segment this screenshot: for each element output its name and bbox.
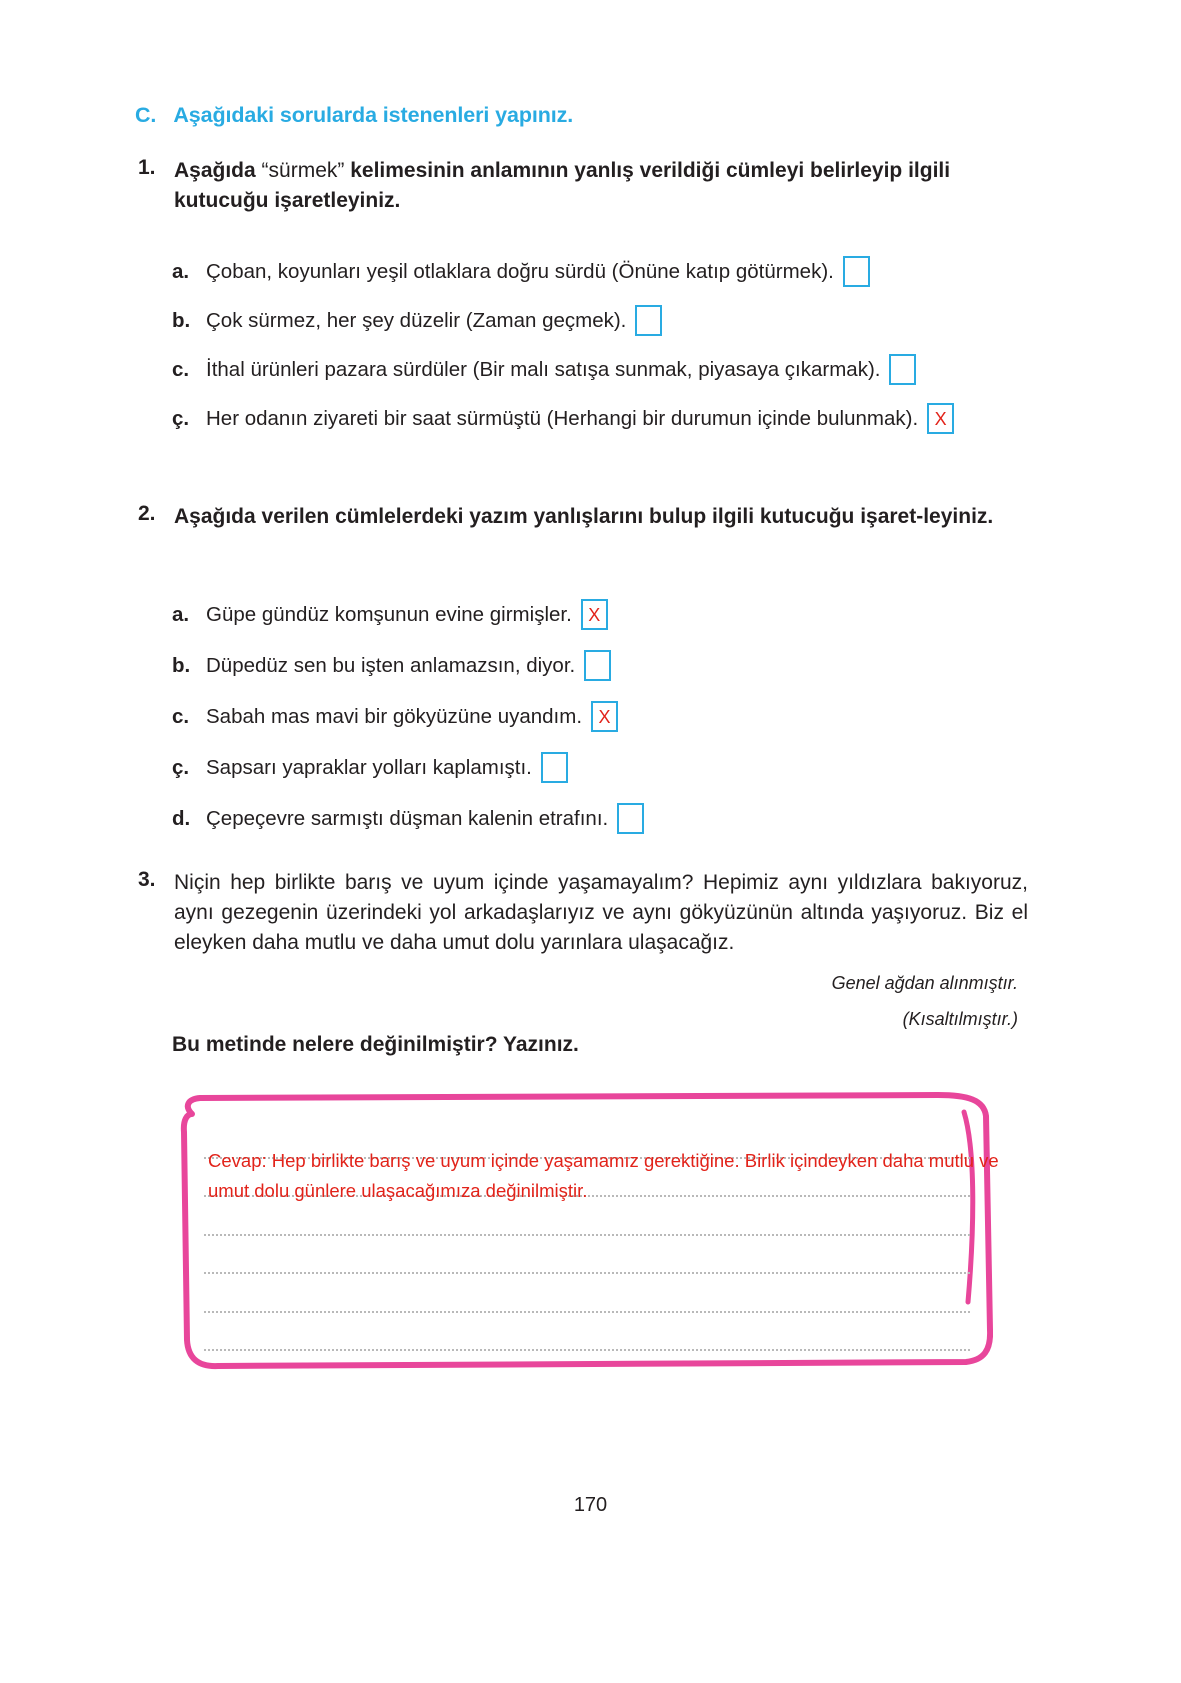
option-checkbox[interactable] (927, 403, 954, 434)
question-2-options (172, 589, 644, 844)
answer-line (204, 1236, 970, 1275)
option-text: Çoban, koyunları yeşil otlaklara doğru sürdü (Önüne katıp götürmek). (206, 259, 834, 283)
option-text: Her odanın ziyareti bir saat sürmüştü (Herhangi bir durumun içinde bulunmak). (206, 406, 919, 430)
option-checkbox[interactable] (617, 803, 644, 834)
option-text: Güpe gündüz komşunun evine girmişler. (206, 602, 572, 626)
question-1-options (172, 247, 954, 443)
option-mark: c. (172, 357, 190, 381)
option-row (172, 345, 954, 394)
checkbox-x-mark: X (934, 408, 947, 429)
answer-line (204, 1274, 970, 1313)
option-checkbox[interactable] (635, 305, 662, 336)
option-text: Düpedüz sen bu işten anlamazsın, diyor. (206, 653, 576, 677)
option-row (172, 793, 644, 844)
option-row (172, 394, 954, 443)
option-row (172, 742, 644, 793)
option-mark: b. (172, 653, 191, 677)
source-attribution-1: Genel ağdan alınmıştır. (831, 973, 1018, 993)
option-text: Sabah mas mavi bir gökyüzüne uyandım. (206, 704, 583, 728)
option-mark: ç. (172, 755, 190, 779)
question-3 (138, 868, 1028, 957)
q1-prompt-b: kelimesinin anlamının yanlış verildiği cümleyi belirleyip ilgili kutucuğu işaretleyiniz. (174, 159, 951, 212)
option-checkbox[interactable] (843, 256, 870, 287)
answer-box[interactable] (178, 1092, 993, 1370)
checkbox-x-mark: X (598, 706, 611, 727)
option-mark: ç. (172, 406, 190, 430)
option-checkbox[interactable] (541, 752, 568, 783)
checkbox-x-mark: X (588, 604, 601, 625)
source-attribution-2: (Kısaltılmıştır.) (902, 1009, 1018, 1029)
q1-prompt-a: Aşağıda (174, 159, 262, 182)
option-mark: a. (172, 259, 190, 283)
option-row (172, 691, 644, 742)
option-row (172, 640, 644, 691)
option-row (172, 589, 644, 640)
option-text: Çepeçevre sarmıştı düşman kalenin etrafını. (206, 806, 609, 830)
option-text: Sapsarı yapraklar yolları kaplamıştı. (206, 755, 532, 779)
q1-prompt-quoted: “sürmek” (261, 159, 345, 182)
page-number: 170 (573, 1494, 608, 1516)
option-checkbox[interactable] (584, 650, 611, 681)
question-1 (138, 156, 1018, 216)
handwritten-answer: Cevap: Hep birlikte barış ve uyum içinde yaşamamız gerektiğine. Birlik içindeyken daha mutlu ve umut dolu günlere ulaşacağımıza değinilmiştir. (208, 1150, 999, 1201)
option-text: İthal ürünleri pazara sürdüler (Bir malı satışa sunmak, piyasaya çıkarmak). (206, 357, 881, 381)
question-2-number: 2. (138, 502, 156, 525)
write-answer-prompt: Bu metinde nelere değinilmiştir? Yazınız. (172, 1033, 579, 1056)
section-heading (135, 103, 573, 128)
question-3-number: 3. (138, 868, 156, 891)
option-mark: a. (172, 602, 190, 626)
option-checkbox[interactable] (581, 599, 608, 630)
section-title: Aşağıdaki sorularda istenenleri yapınız. (173, 103, 574, 127)
option-mark: c. (172, 704, 190, 728)
option-mark: d. (172, 806, 191, 830)
option-row (172, 296, 954, 345)
question-1-number: 1. (138, 156, 156, 179)
option-mark: b. (172, 308, 191, 332)
question-2-prompt: Aşağıda verilen cümlelerdeki yazım yanlışlarını bulup ilgili kutucuğu işaret-leyiniz. (174, 505, 994, 528)
option-text: Çok sürmez, her şey düzelir (Zaman geçmek). (206, 308, 627, 332)
option-checkbox[interactable] (591, 701, 618, 732)
question-3-paragraph: Niçin hep birlikte barış ve uyum içinde yaşamayalım? Hepimiz aynı yıldızlara bakıyoruz, aynı gezegenin üzerindeki yol arkadaşlarıyız ve aynı gökyüzünün altında yaşıyoruz. Biz el eleyken daha mutlu ve daha umut dolu yarınlara ulaşacağız. (174, 871, 1028, 954)
answer-line (204, 1313, 970, 1352)
question-2 (138, 502, 1018, 532)
question-1-prompt (174, 156, 1014, 216)
section-letter: C. (135, 103, 157, 127)
option-row (172, 247, 954, 296)
option-checkbox[interactable] (889, 354, 916, 385)
